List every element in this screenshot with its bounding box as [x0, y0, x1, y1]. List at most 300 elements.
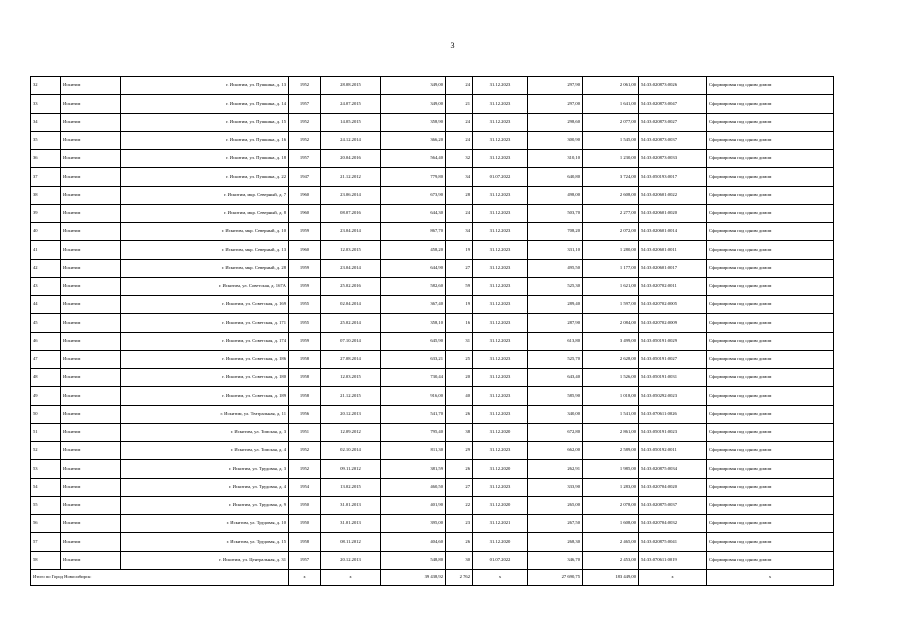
date-cell: 08.07.2016 [321, 204, 381, 222]
deadline-cell: 31.12.2023 [473, 332, 528, 350]
address-cell: г. Искитим, мкр. Северный, д. 28 [121, 259, 289, 277]
cadastral-cell: 54:33:020873:0026 [639, 77, 707, 95]
date-cell: 23.06.2014 [321, 186, 381, 204]
table-row [31, 442, 834, 460]
date-cell: 23.04.2014 [321, 259, 381, 277]
area-cell: 916,00 [381, 387, 446, 405]
address-cell: г. Искитим, ул. Советская, д. 167А [121, 277, 289, 295]
method-cell: Сформирован под одним домом [707, 296, 834, 314]
address-cell: г. Искитим, мкр. Северный, д. 8 [121, 204, 289, 222]
cadastral-cell: 54:33:020875:0041 [639, 533, 707, 551]
residents-cell: 22 [446, 496, 473, 514]
table-row [31, 277, 834, 295]
address-cell: г. Искитим, ул. Трудовая, д. 4 [121, 478, 289, 496]
total-cost: 183 449,00 [583, 569, 639, 585]
date-cell: 12.03.2015 [321, 241, 381, 259]
cost-cell: 3 499,00 [583, 332, 639, 350]
deadline-cell: 31.12.2023 [473, 77, 528, 95]
row-number-cell: 47 [31, 350, 61, 368]
deadline-cell: 31.12.2023 [473, 241, 528, 259]
address-cell: г. Искитим, ул. Центральная, д. 31 [121, 551, 289, 569]
settlement-cell: Искитим [61, 150, 121, 168]
area-cell: 541,70 [381, 405, 446, 423]
year-cell: 1947 [289, 168, 321, 186]
row-number-cell: 38 [31, 186, 61, 204]
date-cell: 27.08.2014 [321, 350, 381, 368]
settlement-cell: Искитим [61, 533, 121, 551]
year-cell: 1958 [289, 369, 321, 387]
deadline-cell: 31.12.2023 [473, 405, 528, 423]
residents-cell: 26 [446, 405, 473, 423]
deadline-cell: 31.12.2023 [473, 442, 528, 460]
date-cell: 24.07.2015 [321, 95, 381, 113]
living-area-cell: 613,80 [528, 332, 583, 350]
settlement-cell: Искитим [61, 296, 121, 314]
date-cell: 12.09.2012 [321, 423, 381, 441]
area-cell: 644,30 [381, 204, 446, 222]
deadline-cell: 31.12.2020 [473, 460, 528, 478]
address-cell: г. Искитим, ул. Томская, д. 3 [121, 423, 289, 441]
total-method: x [707, 569, 834, 585]
cost-cell: 2 465,00 [583, 533, 639, 551]
method-cell: Сформирован под одним домом [707, 460, 834, 478]
method-cell: Сформирован под одним домом [707, 113, 834, 131]
settlement-cell: Искитим [61, 515, 121, 533]
living-area-cell: 503,70 [528, 204, 583, 222]
cost-cell: 1 280,00 [583, 241, 639, 259]
residents-cell: 26 [446, 533, 473, 551]
date-cell: 25.02.2014 [321, 314, 381, 332]
cost-cell: 1 177,00 [583, 259, 639, 277]
date-cell: 31.01.2013 [321, 496, 381, 514]
living-area-cell: 708,20 [528, 223, 583, 241]
settlement-cell: Искитим [61, 350, 121, 368]
method-cell: Сформирован под одним домом [707, 387, 834, 405]
deadline-cell: 31.12.2023 [473, 277, 528, 295]
settlement-cell: Искитим [61, 168, 121, 186]
cost-cell: 1 985,00 [583, 460, 639, 478]
table-row [31, 77, 834, 95]
date-cell: 20.04.2016 [321, 150, 381, 168]
row-number-cell: 42 [31, 259, 61, 277]
row-number-cell: 44 [31, 296, 61, 314]
year-cell: 1959 [289, 332, 321, 350]
living-area-cell: 268,30 [528, 533, 583, 551]
cadastral-cell: 54:33:020875:0037 [639, 496, 707, 514]
row-number-cell: 54 [31, 478, 61, 496]
area-cell: 381,59 [381, 460, 446, 478]
row-number-cell: 48 [31, 369, 61, 387]
residents-cell: 59 [446, 277, 473, 295]
cadastral-cell: 54:33:050192:0011 [639, 442, 707, 460]
deadline-cell: 31.12.2023 [473, 369, 528, 387]
cadastral-cell: 54:33:020702:0011 [639, 277, 707, 295]
residents-cell: 25 [446, 350, 473, 368]
year-cell: 1950 [289, 496, 321, 514]
residents-cell: 29 [446, 442, 473, 460]
settlement-cell: Искитим [61, 442, 121, 460]
cadastral-cell: 54:33:020875:0034 [639, 460, 707, 478]
deadline-cell: 31.12.2023 [473, 296, 528, 314]
row-number-cell: 33 [31, 95, 61, 113]
cadastral-cell: 54:33:020601:0014 [639, 223, 707, 241]
residents-cell: 24 [446, 113, 473, 131]
settlement-cell: Искитим [61, 259, 121, 277]
area-cell: 795,40 [381, 423, 446, 441]
date-cell: 24.12.2014 [321, 131, 381, 149]
table-row [31, 241, 834, 259]
year-cell: 1951 [289, 423, 321, 441]
total-year: x [289, 569, 321, 585]
residents-cell: 27 [446, 478, 473, 496]
year-cell: 1952 [289, 460, 321, 478]
address-cell: г. Искитим, ул. Пушкина, д. 22 [121, 168, 289, 186]
table-row [31, 496, 834, 514]
deadline-cell: 31.12.2023 [473, 95, 528, 113]
year-cell: 1960 [289, 241, 321, 259]
row-number-cell: 32 [31, 77, 61, 95]
living-area-cell: 498,00 [528, 186, 583, 204]
row-number-cell: 53 [31, 460, 61, 478]
table-row [31, 131, 834, 149]
area-cell: 633,21 [381, 350, 446, 368]
total-residents: 2 762 [446, 569, 473, 585]
living-area-cell: 340,00 [528, 405, 583, 423]
cadastral-cell: 54:33:020601:0017 [639, 259, 707, 277]
cost-cell: 1 608,00 [583, 515, 639, 533]
residents-cell: 16 [446, 314, 473, 332]
row-number-cell: 46 [31, 332, 61, 350]
row-number-cell: 50 [31, 405, 61, 423]
total-label: Итого по Город Новосибирск: [31, 569, 289, 585]
address-cell: г. Искитим, ул. Трудовая, д. 9 [121, 496, 289, 514]
total-area: 39 438,92 [381, 569, 446, 585]
date-cell: 23.04.2014 [321, 223, 381, 241]
cost-cell: 2 589,00 [583, 442, 639, 460]
area-cell: 645,90 [381, 332, 446, 350]
living-area-cell: 265,00 [528, 496, 583, 514]
cadastral-cell: 54:33:020873:0037 [639, 131, 707, 149]
year-cell: 1952 [289, 113, 321, 131]
residents-cell: 30 [446, 551, 473, 569]
total-cadastral: x [639, 569, 707, 585]
cadastral-cell: 54:33:020702:0009 [639, 314, 707, 332]
table-row [31, 533, 834, 551]
settlement-cell: Искитим [61, 186, 121, 204]
residents-cell: 27 [446, 259, 473, 277]
area-cell: 458,20 [381, 241, 446, 259]
address-cell: г. Искитим, мкр. Северный, д. 13 [121, 241, 289, 259]
cost-cell: 2 061,00 [583, 77, 639, 95]
address-cell: г. Искитим, ул. Трудовая, д. 10 [121, 515, 289, 533]
deadline-cell: 31.12.2023 [473, 150, 528, 168]
row-number-cell: 51 [31, 423, 61, 441]
residents-cell: 19 [446, 296, 473, 314]
method-cell: Сформирован под одним домом [707, 478, 834, 496]
table-row [31, 478, 834, 496]
address-cell: г. Искитим, ул. Советская, д. 169 [121, 296, 289, 314]
cost-cell: 1 283,00 [583, 478, 639, 496]
residents-cell: 24 [446, 77, 473, 95]
area-cell: 548,80 [381, 551, 446, 569]
residents-cell: 34 [446, 223, 473, 241]
deadline-cell: 31.12.2023 [473, 204, 528, 222]
year-cell: 1958 [289, 387, 321, 405]
address-cell: г. Искитим, мкр. Северный, д. 7 [121, 186, 289, 204]
settlement-cell: Искитим [61, 551, 121, 569]
address-cell: г. Искитим, мкр. Северный, д. 10 [121, 223, 289, 241]
table-row [31, 551, 834, 569]
year-cell: 1957 [289, 95, 321, 113]
living-area-cell: 662,00 [528, 442, 583, 460]
area-cell: 404,60 [381, 533, 446, 551]
table-row [31, 259, 834, 277]
address-cell: г. Искитим, ул. Пушкина, д. 14 [121, 95, 289, 113]
cost-cell: 2 078,00 [583, 496, 639, 514]
cadastral-cell: 54:33:070611:0019 [639, 551, 707, 569]
cost-cell: 1 230,00 [583, 150, 639, 168]
method-cell: Сформирован под одним домом [707, 551, 834, 569]
area-cell: 673,90 [381, 186, 446, 204]
deadline-cell: 31.12.2023 [473, 478, 528, 496]
settlement-cell: Искитим [61, 496, 121, 514]
method-cell: Сформирован под одним домом [707, 369, 834, 387]
deadline-cell: 31.12.2021 [473, 515, 528, 533]
table-row [31, 95, 834, 113]
living-area-cell: 300,90 [528, 131, 583, 149]
residents-cell: 20 [446, 369, 473, 387]
row-number-cell: 55 [31, 496, 61, 514]
area-cell: 730,44 [381, 369, 446, 387]
row-number-cell: 52 [31, 442, 61, 460]
date-cell: 21.12.2012 [321, 168, 381, 186]
data-table [30, 76, 834, 586]
area-cell: 811,30 [381, 442, 446, 460]
living-area-cell: 262,91 [528, 460, 583, 478]
deadline-cell: 31.12.2023 [473, 113, 528, 131]
date-cell: 20.12.2013 [321, 551, 381, 569]
area-cell: 779,80 [381, 168, 446, 186]
method-cell: Сформирован под одним домом [707, 350, 834, 368]
table-row [31, 296, 834, 314]
year-cell: 1960 [289, 204, 321, 222]
area-cell: 366,20 [381, 131, 446, 149]
date-cell: 02.10.2014 [321, 442, 381, 460]
settlement-cell: Искитим [61, 423, 121, 441]
row-number-cell: 49 [31, 387, 61, 405]
deadline-cell: 31.12.2020 [473, 496, 528, 514]
method-cell: Сформирован под одним домом [707, 95, 834, 113]
deadline-cell: 31.12.2023 [473, 186, 528, 204]
area-cell: 358,10 [381, 314, 446, 332]
table-body [31, 77, 834, 570]
table-row [31, 186, 834, 204]
living-area-cell: 297,00 [528, 95, 583, 113]
date-cell: 25.02.2016 [321, 277, 381, 295]
living-area-cell: 298,60 [528, 113, 583, 131]
year-cell: 1955 [289, 314, 321, 332]
year-cell: 1957 [289, 150, 321, 168]
method-cell: Сформирован под одним домом [707, 405, 834, 423]
settlement-cell: Искитим [61, 277, 121, 295]
method-cell: Сформирован под одним домом [707, 131, 834, 149]
cost-cell: 2 077,00 [583, 113, 639, 131]
residents-cell: 38 [446, 423, 473, 441]
settlement-cell: Искитим [61, 369, 121, 387]
living-area-cell: 289,40 [528, 296, 583, 314]
residents-cell: 34 [446, 168, 473, 186]
method-cell: Сформирован под одним домом [707, 515, 834, 533]
cadastral-cell: 54:33:020704:0020 [639, 478, 707, 496]
cadastral-cell: 54:33:020601:0020 [639, 204, 707, 222]
living-area-cell: 310,10 [528, 150, 583, 168]
residents-cell: 21 [446, 95, 473, 113]
deadline-cell: 31.12.2023 [473, 314, 528, 332]
table-row [31, 423, 834, 441]
address-cell: г. Искитим, ул. Советская, д. 174 [121, 332, 289, 350]
area-cell: 367,40 [381, 296, 446, 314]
cost-cell: 2 628,00 [583, 350, 639, 368]
settlement-cell: Искитим [61, 314, 121, 332]
row-number-cell: 56 [31, 515, 61, 533]
living-area-cell: 525,30 [528, 277, 583, 295]
address-cell: г. Искитим, ул. Трудовая, д. 3 [121, 460, 289, 478]
method-cell: Сформирован под одним домом [707, 168, 834, 186]
address-cell: г. Искитим, ул. Пушкина, д. 18 [121, 150, 289, 168]
total-deadline: x [473, 569, 528, 585]
living-area-cell: 640,80 [528, 168, 583, 186]
residents-cell: 24 [446, 131, 473, 149]
cost-cell: 2 608,00 [583, 186, 639, 204]
settlement-cell: Искитим [61, 131, 121, 149]
row-number-cell: 58 [31, 551, 61, 569]
cadastral-cell: 54:33:050191:0029 [639, 332, 707, 350]
row-number-cell: 43 [31, 277, 61, 295]
year-cell: 1952 [289, 77, 321, 95]
cadastral-cell: 54:33:020702:0005 [639, 296, 707, 314]
row-number-cell: 41 [31, 241, 61, 259]
address-cell: г. Искитим, ул. Трудовая, д. 15 [121, 533, 289, 551]
method-cell: Сформирован под одним домом [707, 442, 834, 460]
table-row [31, 332, 834, 350]
deadline-cell: 31.12.2023 [473, 387, 528, 405]
cadastral-cell: 54:33:050193:0017 [639, 168, 707, 186]
table-row [31, 460, 834, 478]
table-row [31, 223, 834, 241]
method-cell: Сформирован под одним домом [707, 204, 834, 222]
cost-cell: 1 641,00 [583, 95, 639, 113]
living-area-cell: 643,40 [528, 369, 583, 387]
page-number: 3 [450, 41, 455, 50]
method-cell: Сформирован под одним домом [707, 186, 834, 204]
living-area-cell: 672,80 [528, 423, 583, 441]
deadline-cell: 01.07.2022 [473, 168, 528, 186]
method-cell: Сформирован под одним домом [707, 223, 834, 241]
cadastral-cell: 54:33:070611:0026 [639, 405, 707, 423]
table-row [31, 369, 834, 387]
residents-cell: 26 [446, 460, 473, 478]
cadastral-cell: 54:33:020873:0033 [639, 150, 707, 168]
settlement-cell: Искитим [61, 405, 121, 423]
living-area-cell: 333,90 [528, 478, 583, 496]
settlement-cell: Искитим [61, 478, 121, 496]
method-cell: Сформирован под одним домом [707, 496, 834, 514]
settlement-cell: Искитим [61, 387, 121, 405]
cadastral-cell: 54:33:020873:0047 [639, 95, 707, 113]
residents-cell: 31 [446, 332, 473, 350]
area-cell: 349,00 [381, 77, 446, 95]
living-area-cell: 297,90 [528, 77, 583, 95]
cadastral-cell: 54:33:050191:0031 [639, 369, 707, 387]
settlement-cell: Искитим [61, 332, 121, 350]
cadastral-cell: 54:33:050292:0023 [639, 387, 707, 405]
area-cell: 358,90 [381, 113, 446, 131]
total-date: x [321, 569, 381, 585]
address-cell: г. Искитим, ул. Советская, д. 189 [121, 387, 289, 405]
year-cell: 1950 [289, 515, 321, 533]
method-cell: Сформирован под одним домом [707, 241, 834, 259]
residents-cell: 32 [446, 150, 473, 168]
residents-cell: 24 [446, 204, 473, 222]
table-row [31, 350, 834, 368]
row-number-cell: 36 [31, 150, 61, 168]
deadline-cell: 01.07.2022 [473, 551, 528, 569]
year-cell: 1952 [289, 442, 321, 460]
date-cell: 21.12.2015 [321, 387, 381, 405]
area-cell: 460,50 [381, 478, 446, 496]
address-cell: г. Искитим, ул. Советская, д. 186 [121, 350, 289, 368]
year-cell: 1956 [289, 405, 321, 423]
year-cell: 1954 [289, 478, 321, 496]
area-cell: 582,60 [381, 277, 446, 295]
cadastral-cell: 54:33:020601:0011 [639, 241, 707, 259]
year-cell: 1952 [289, 131, 321, 149]
living-area-cell: 346,70 [528, 551, 583, 569]
deadline-cell: 31.12.2023 [473, 223, 528, 241]
date-cell: 20.12.2013 [321, 405, 381, 423]
cadastral-cell: 54:33:020873:0027 [639, 113, 707, 131]
living-area-cell: 267,50 [528, 515, 583, 533]
area-cell: 644,90 [381, 259, 446, 277]
date-cell: 08.11.2012 [321, 533, 381, 551]
method-cell: Сформирован под одним домом [707, 423, 834, 441]
deadline-cell: 31.12.2023 [473, 131, 528, 149]
living-area-cell: 525,70 [528, 350, 583, 368]
cost-cell: 2 277,00 [583, 204, 639, 222]
method-cell: Сформирован под одним домом [707, 150, 834, 168]
date-cell: 13.02.2015 [321, 478, 381, 496]
address-cell: г. Искитим, ул. Театральная, д. 11 [121, 405, 289, 423]
table-row [31, 113, 834, 131]
settlement-cell: Искитим [61, 241, 121, 259]
settlement-cell: Искитим [61, 113, 121, 131]
cost-cell: 2 861,00 [583, 423, 639, 441]
method-cell: Сформирован под одним домом [707, 259, 834, 277]
area-cell: 349,00 [381, 95, 446, 113]
method-cell: Сформирован под одним домом [707, 332, 834, 350]
row-number-cell: 37 [31, 168, 61, 186]
total-row [31, 569, 834, 585]
living-area-cell: 585,90 [528, 387, 583, 405]
residents-cell: 28 [446, 186, 473, 204]
date-cell: 02.04.2014 [321, 296, 381, 314]
cost-cell: 2 072,00 [583, 223, 639, 241]
year-cell: 1955 [289, 296, 321, 314]
settlement-cell: Искитим [61, 460, 121, 478]
cost-cell: 1 621,00 [583, 277, 639, 295]
cost-cell: 2 453,00 [583, 551, 639, 569]
year-cell: 1957 [289, 551, 321, 569]
